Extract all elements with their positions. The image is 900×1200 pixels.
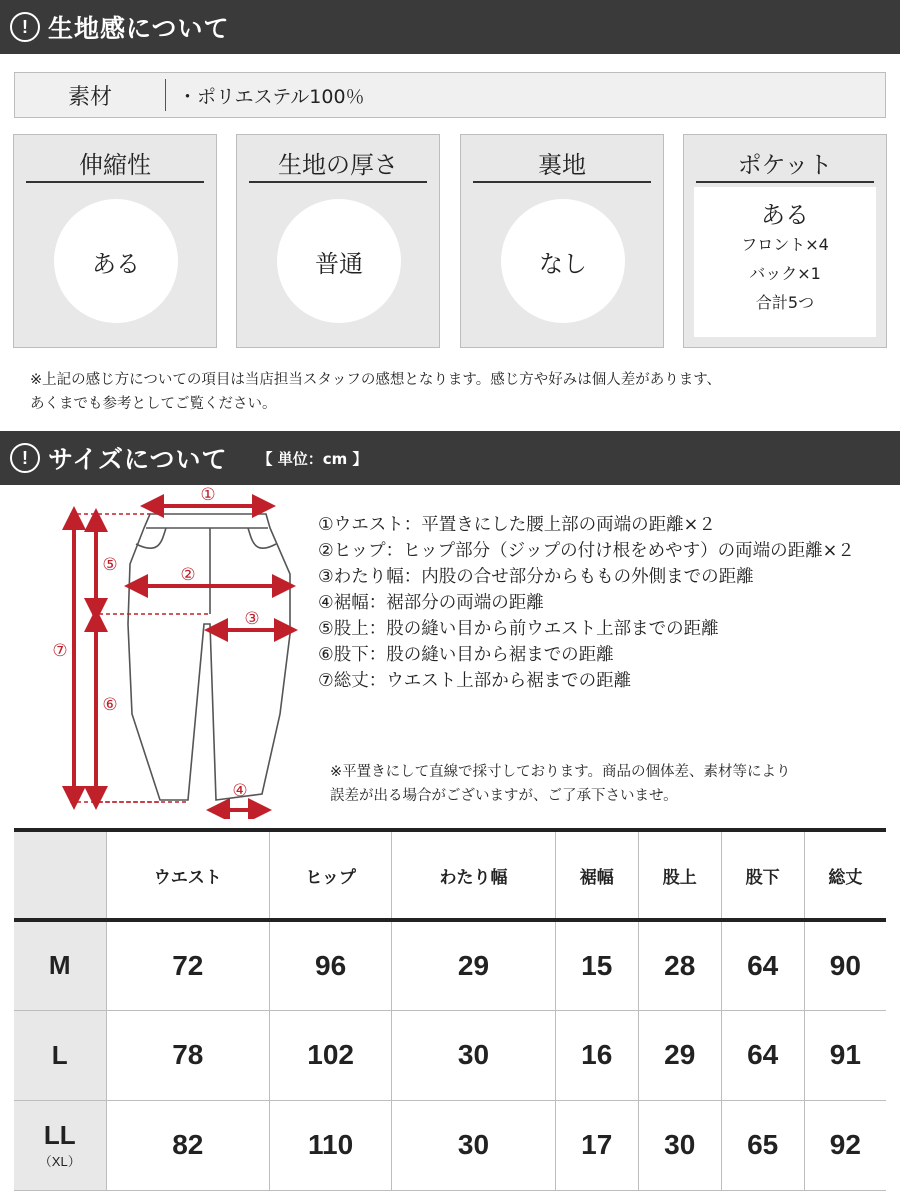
marker-5: ⑤ [102, 555, 118, 575]
table-cell: 110 [270, 1100, 392, 1190]
size-section-title: サイズについて [48, 445, 228, 474]
header-rise: 股上 [638, 830, 721, 920]
table-cell: 64 [721, 1010, 804, 1100]
table-row [14, 1100, 886, 1190]
feature-title: 伸縮性 [26, 145, 204, 183]
table-cell: 16 [555, 1010, 638, 1100]
pants-outline [128, 514, 290, 800]
feature-value: ある [761, 201, 809, 229]
header-hem: 裾幅 [555, 830, 638, 920]
fabric-section-title: 生地感について [48, 14, 230, 43]
pocket-total: 合計5つ [755, 293, 815, 312]
marker-1: ① [200, 485, 216, 505]
table-cell: 91 [804, 1010, 886, 1100]
header-thigh: わたり幅 [392, 830, 556, 920]
note-line: ※上記の感じ方についての項目は当店担当スタッフの感想となります。感じ方や好みは個人差があります、 [30, 372, 722, 388]
feature-card-lining [460, 134, 664, 348]
note-line: あくまでも参考としてご覧ください。 [30, 396, 277, 412]
marker-3: ③ [244, 609, 260, 629]
size-label: L [14, 1010, 106, 1100]
material-row [14, 72, 886, 118]
pocket-back: バック×1 [749, 264, 821, 283]
header-waist: ウエスト [106, 830, 270, 920]
header-length: 総丈 [804, 830, 886, 920]
table-cell: 30 [392, 1100, 556, 1190]
note-line: 誤差が出る場合がございますが、ご了承下さいませ。 [330, 788, 678, 804]
table-cell: 65 [721, 1100, 804, 1190]
table-cell: 78 [106, 1010, 270, 1100]
marker-4: ④ [232, 781, 248, 801]
table-cell: 82 [106, 1100, 270, 1190]
legend-item: ①ウエスト：平置きにした腰上部の両端の距離×２ [318, 515, 716, 535]
legend-item: ⑥股下：股の縫い目から裾までの距離 [318, 645, 614, 665]
table-cell: 17 [555, 1100, 638, 1190]
table-row [14, 1010, 886, 1100]
table-header-row [14, 830, 886, 920]
exclamation-icon: ! [10, 443, 40, 473]
size-section-header [0, 431, 900, 485]
feature-title: 生地の厚さ [249, 145, 427, 183]
table-cell: 102 [270, 1010, 392, 1100]
fabric-section-header [0, 0, 900, 54]
measurement-legend [318, 512, 855, 694]
unit-label: 【 単位：cm 】 [257, 449, 368, 468]
size-label: M [14, 920, 106, 1010]
feature-value: 普通 [277, 199, 401, 323]
size-sublabel: （XL） [38, 1154, 81, 1169]
legend-item: ⑤股上：股の縫い目から前ウエスト上部までの距離 [318, 619, 719, 639]
table-cell: 64 [721, 920, 804, 1010]
header-hip: ヒップ [270, 830, 392, 920]
table-cell: 30 [638, 1100, 721, 1190]
material-label: 素材 [67, 84, 112, 110]
feature-card-thickness [236, 134, 440, 348]
note-line: ※平置きにして直線で採寸しております。商品の個体差、素材等により [330, 764, 791, 780]
fabric-note [30, 368, 721, 416]
size-label: LL （XL） [14, 1100, 106, 1190]
legend-item: ②ヒップ：ヒップ部分（ジップの付け根をめやす）の両端の距離×２ [318, 541, 855, 561]
size-table [14, 828, 886, 1191]
legend-item: ④裾幅：裾部分の両端の距離 [318, 593, 544, 613]
feature-value: なし [501, 199, 625, 323]
table-cell: 28 [638, 920, 721, 1010]
table-cell: 15 [555, 920, 638, 1010]
table-cell: 92 [804, 1100, 886, 1190]
material-value: ・ポリエステル100％ [178, 85, 365, 108]
marker-2: ② [180, 565, 196, 585]
table-cell: 90 [804, 920, 886, 1010]
pocket-front: フロント×4 [741, 235, 829, 254]
measurement-note [330, 760, 791, 808]
feature-card-pocket [683, 134, 887, 348]
feature-card-stretch [13, 134, 217, 348]
header-inseam: 股下 [721, 830, 804, 920]
marker-6: ⑥ [102, 695, 118, 715]
exclamation-icon: ! [10, 12, 40, 42]
table-cell: 29 [392, 920, 556, 1010]
feature-value: ある [54, 199, 178, 323]
feature-title: 裏地 [473, 145, 651, 183]
feature-title: ポケット [696, 145, 874, 183]
table-cell: 96 [270, 920, 392, 1010]
table-cell: 72 [106, 920, 270, 1010]
pants-measurement-diagram [40, 484, 310, 819]
table-cell: 30 [392, 1010, 556, 1100]
legend-item: ⑦総丈：ウエスト上部から裾までの距離 [318, 671, 632, 691]
pocket-details [694, 187, 876, 337]
header-corner [14, 830, 106, 920]
legend-item: ③わたり幅：内股の合せ部分からももの外側までの距離 [318, 567, 754, 587]
table-cell: 29 [638, 1010, 721, 1100]
marker-7: ⑦ [52, 641, 68, 661]
table-row [14, 920, 886, 1010]
divider [165, 79, 166, 111]
